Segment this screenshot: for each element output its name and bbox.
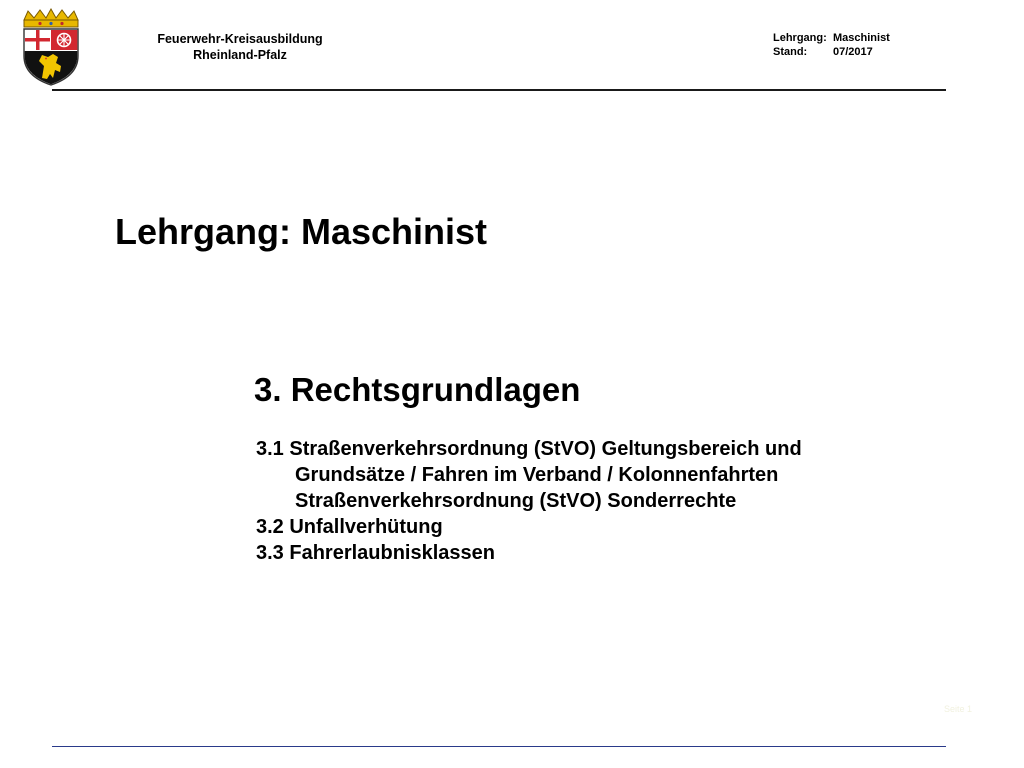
organization-name: Feuerwehr-Kreisausbildung [157, 32, 323, 46]
course-label: Lehrgang: [773, 32, 827, 44]
shield-icon [24, 29, 78, 85]
topic-list [256, 436, 802, 566]
page-title: Lehrgang: Maschinist [115, 211, 488, 252]
crown-icon [24, 9, 78, 27]
course-meta [773, 31, 890, 59]
list-item-continuation: Grundsätze / Fahren im Verband / Kolonnenfahrten [295, 464, 779, 486]
list-item-continuation: Straßenverkehrsordnung (StVO) Sonderrechte [295, 490, 737, 512]
list-item: 3.2 Unfallverhütung [256, 516, 443, 538]
page-number-watermark: Seite 1 [944, 704, 973, 714]
footer-divider [52, 746, 946, 747]
organization-region: Rheinland-Pfalz [193, 48, 287, 62]
date-row [773, 45, 890, 59]
section-title: 3. Rechtsgrundlagen [254, 371, 581, 408]
course-value: Maschinist [833, 32, 890, 44]
list-item: 3.1 Straßenverkehrsordnung (StVO) Geltungsbereich und [256, 438, 802, 460]
organization-header [140, 31, 340, 63]
list-item: 3.3 Fahrerlaubnisklassen [256, 542, 496, 564]
header-divider [52, 89, 946, 91]
date-value: 07/2017 [833, 46, 873, 58]
date-label: Stand: [773, 46, 808, 58]
coat-of-arms-logo [20, 8, 82, 86]
course-row [773, 31, 890, 45]
